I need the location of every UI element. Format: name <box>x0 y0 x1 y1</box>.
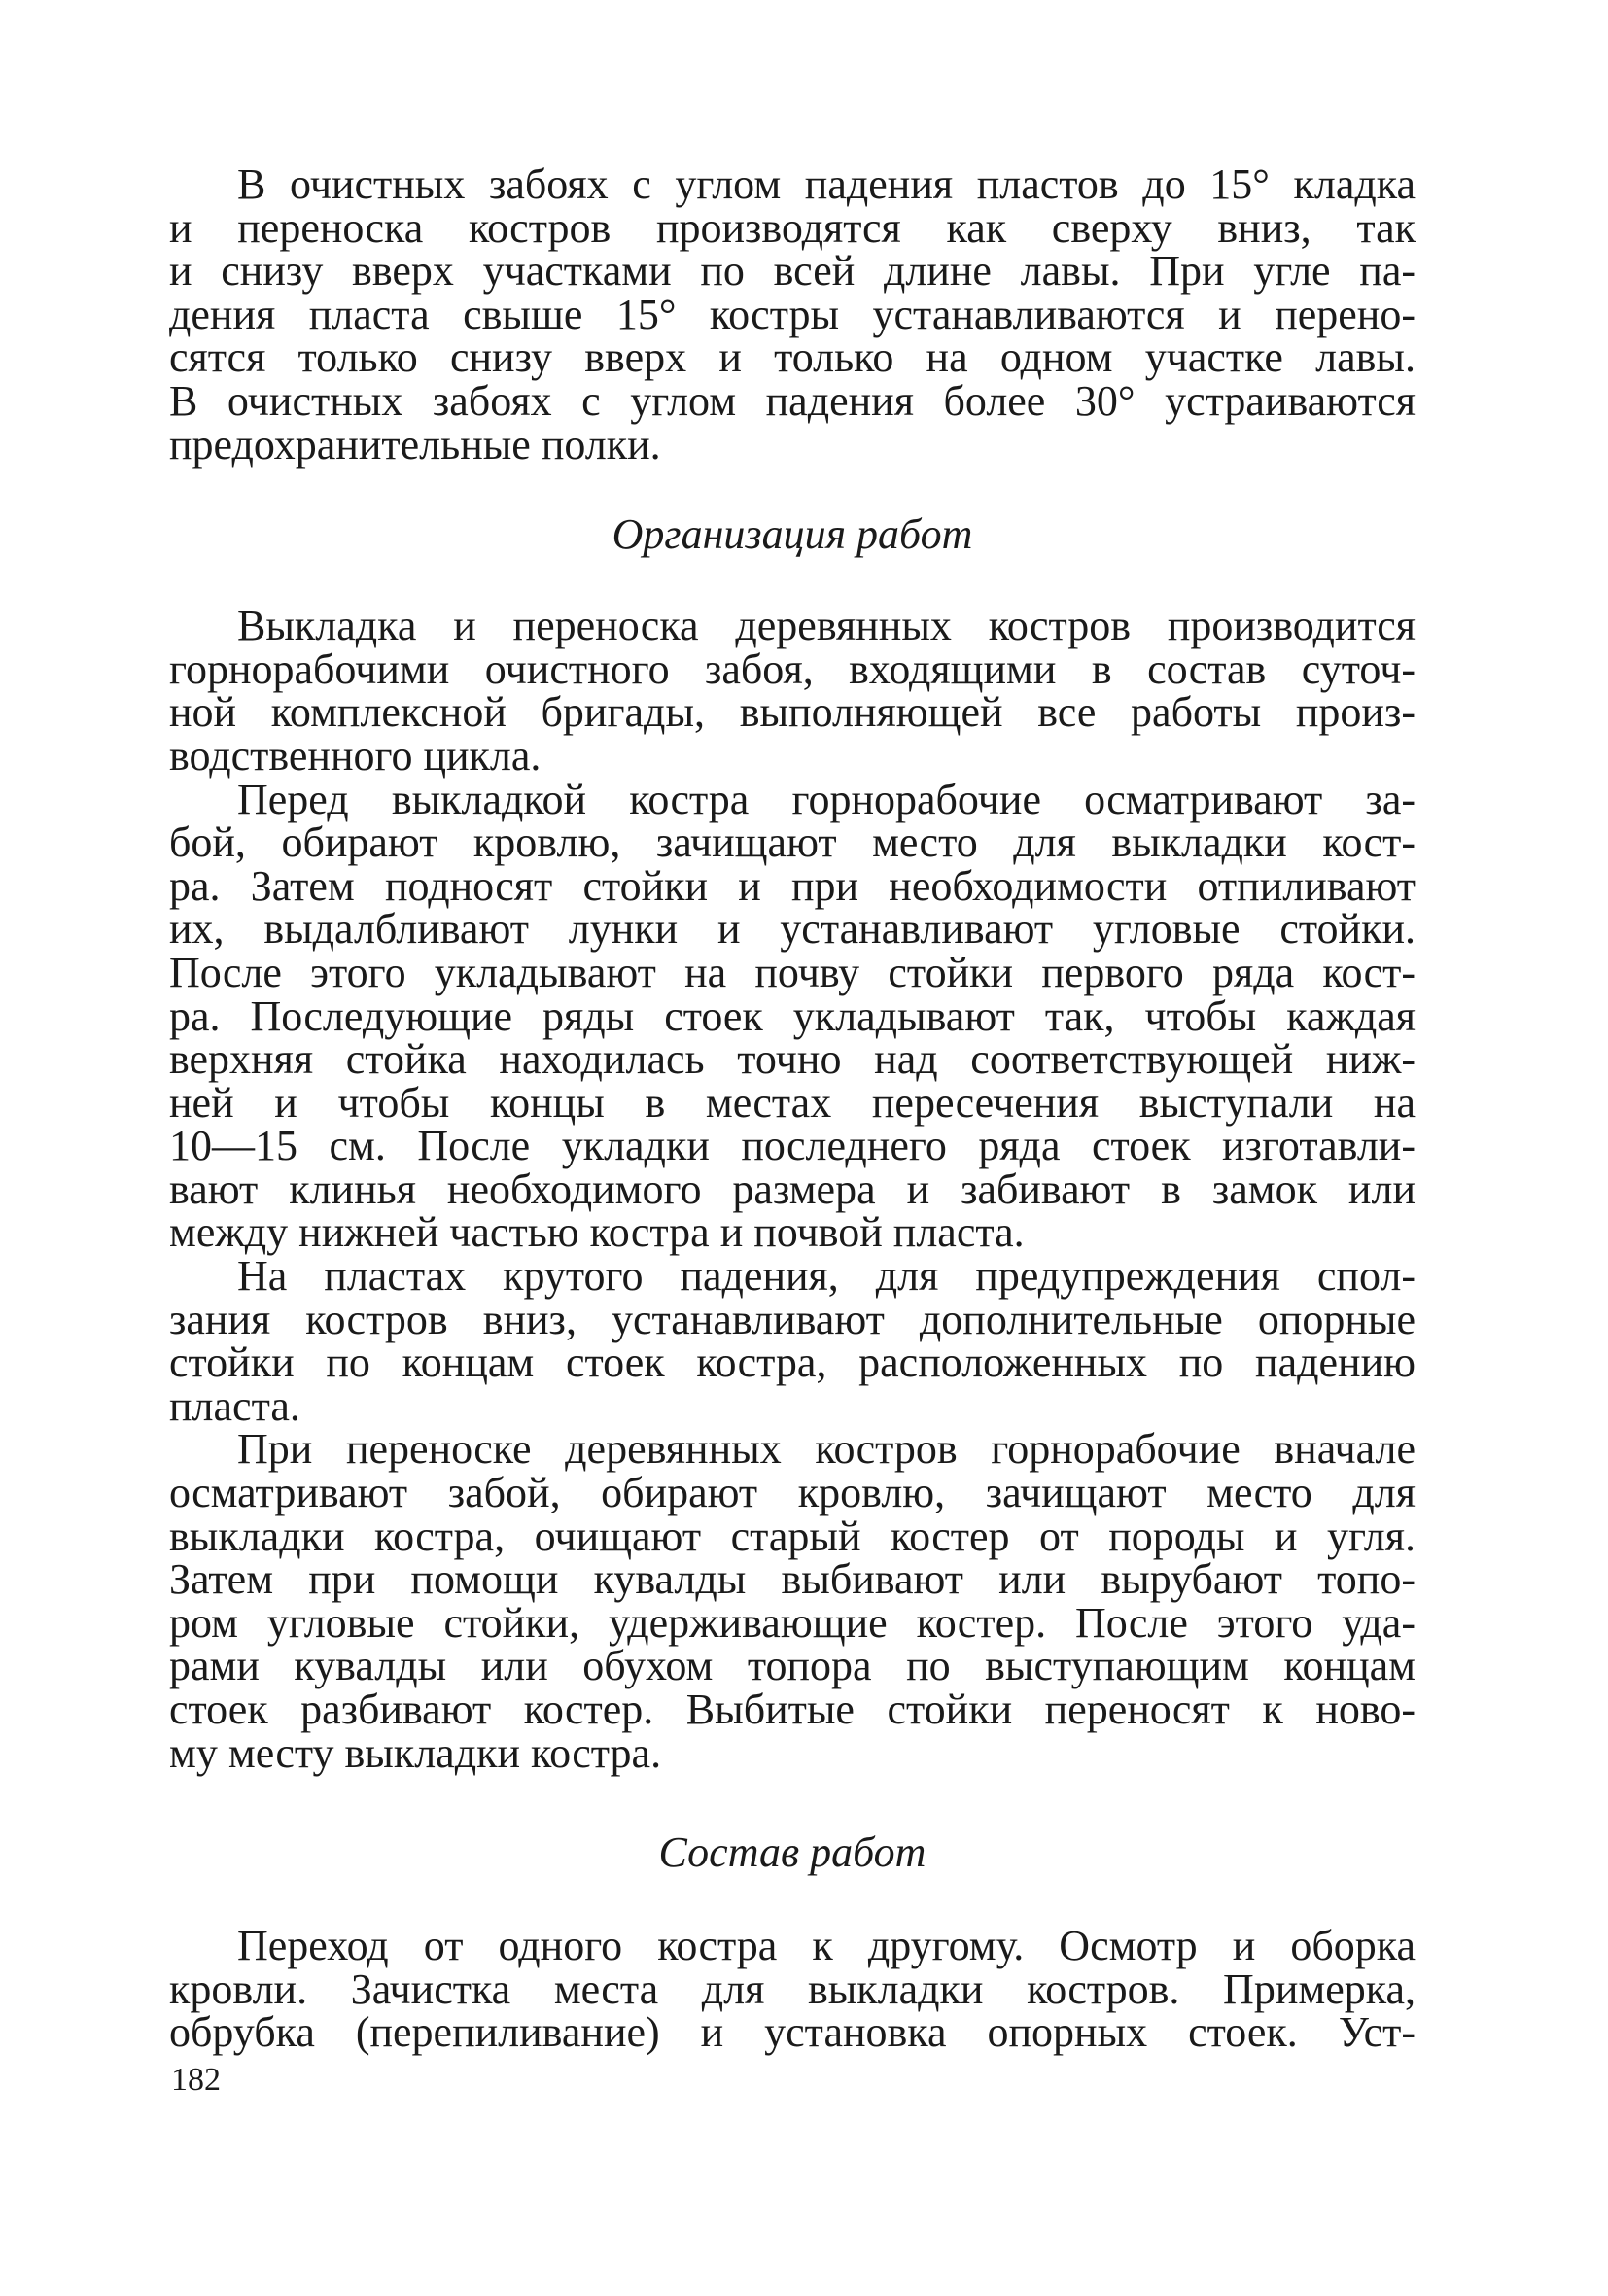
text-line: их, выдалбливают лунки и устанавливают угловые стойки. <box>169 905 1416 954</box>
text-line: ра. Затем подносят стойки и при необходимости отпиливают <box>169 861 1416 910</box>
text-line: вают клинья необходимого размера и забивают в замок или <box>169 1165 1416 1213</box>
text-line: дения пласта свыше 15° костры устанавливаются и перено- <box>169 290 1416 338</box>
text-line: стойки по концам стоек костра, расположенных по падению <box>169 1339 1416 1387</box>
paragraph-composition-1 <box>169 1922 1416 2057</box>
text-line: В очистных забоях с углом падения более 30° устраиваются <box>169 376 1416 425</box>
text-line: ра. Последующие ряды стоек укладывают так, чтобы каждая <box>169 991 1416 1040</box>
text-line: и переноска костров производятся как сверху вниз, так <box>169 203 1416 252</box>
text-line: сятся только снизу вверх и только на одном участке лавы. <box>169 333 1416 382</box>
text-line: рами кувалды или обухом топора по выступающим концам <box>169 1642 1416 1690</box>
text-line: В очистных забоях с углом падения пластов до 15° кладка <box>237 160 1416 208</box>
text-line: пласта. <box>169 1381 300 1430</box>
paragraph-organization-1 <box>169 602 1416 780</box>
text-line: ной комплексной бригады, выполняющей все работы произ- <box>169 688 1416 737</box>
page-body <box>169 160 1416 2057</box>
text-line: обрубка (перепиливание) и установка опорных стоек. Уст- <box>169 2008 1416 2057</box>
text-line: 10—15 см. После укладки последнего ряда стоек изготавли- <box>169 1122 1416 1170</box>
text-line: предохранительные полки. <box>169 420 661 469</box>
section-heading-organization: Организация работ <box>612 510 973 559</box>
text-line: Выкладка и переноска деревянных костров производится <box>237 602 1416 650</box>
text-line: между нижней частью костра и почвой пласта. <box>169 1208 1025 1257</box>
text-line: му месту выкладки костра. <box>169 1728 662 1777</box>
text-line: После этого укладывают на почву стойки первого ряда кост- <box>169 948 1416 996</box>
text-line: ней и чтобы концы в местах пересечения выступали на <box>169 1078 1416 1127</box>
text-line: горнорабочими очистного забоя, входящими в состав суточ- <box>169 644 1416 693</box>
paragraph-organization-2 <box>169 775 1416 1257</box>
text-line: стоек разбивают костер. Выбитые стойки переносят к ново- <box>169 1686 1416 1733</box>
text-line: кровли. Зачистка места для выкладки костров. Примерка, <box>169 1965 1416 2013</box>
text-line: На пластах крутого падения, для предупреждения спол- <box>237 1252 1416 1301</box>
section-heading-composition: Состав работ <box>658 1828 926 1877</box>
text-line: зания костров вниз, устанавливают дополнительные опорные <box>169 1295 1416 1343</box>
page-number: 182 <box>171 2062 221 2098</box>
text-line: водственного цикла. <box>169 731 542 780</box>
text-line: ром угловые стойки, удерживающие костер. После этого уда- <box>169 1598 1416 1647</box>
text-line: бой, обирают кровлю, зачищают место для выкладки кост- <box>169 818 1416 867</box>
text-line: выкладки костра, очищают старый костер от породы и угля. <box>169 1512 1416 1560</box>
text-line: верхняя стойка находилась точно над соответствующей ниж- <box>169 1035 1416 1084</box>
text-line: Затем при помощи кувалды выбивают или вырубают топо- <box>169 1555 1416 1604</box>
text-line: При переноске деревянных костров горнорабочие вначале <box>237 1425 1416 1474</box>
paragraph-intro <box>169 160 1416 469</box>
text-line: и снизу вверх участками по всей длине лавы. При угле па- <box>169 247 1416 296</box>
paragraph-organization-4 <box>169 1425 1416 1777</box>
text-line: осматривают забой, обирают кровлю, зачищают место для <box>169 1469 1416 1517</box>
text-line: Переход от одного костра к другому. Осмотр и оборка <box>237 1922 1416 1970</box>
paragraph-organization-3 <box>169 1252 1416 1430</box>
text-line: Перед выкладкой костра горнорабочие осматривают за- <box>237 775 1416 823</box>
